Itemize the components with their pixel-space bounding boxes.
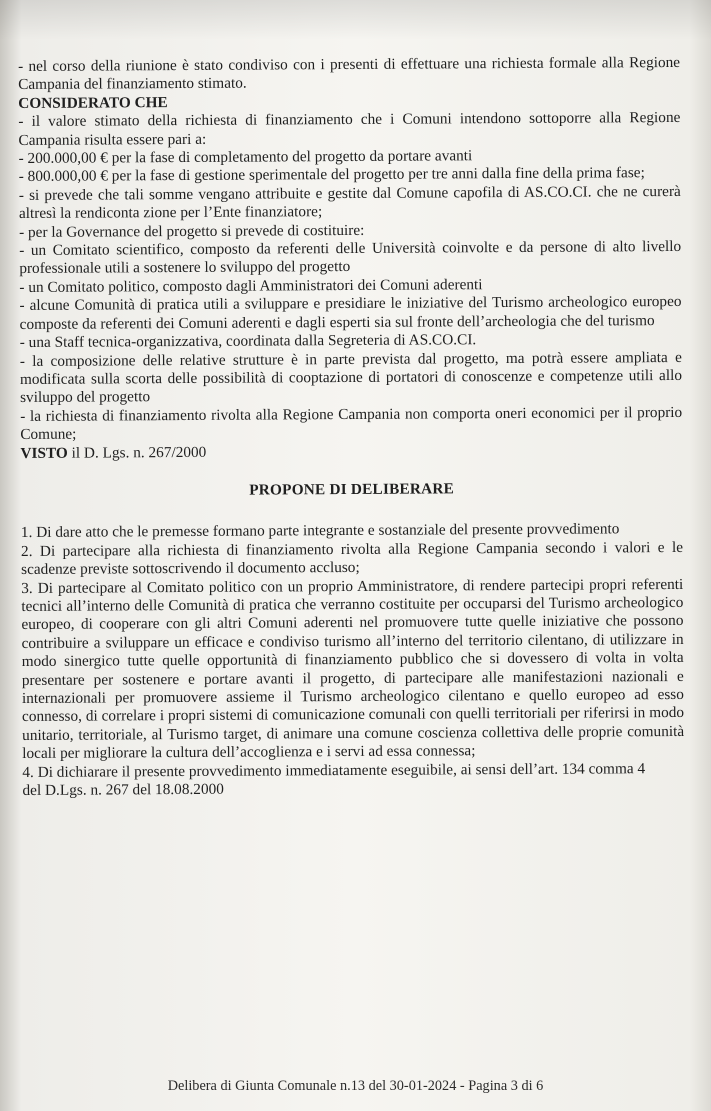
visto-line [20, 440, 682, 462]
considerato-item: - una Staff tecnica-organizzativa, coordinata dalla Segreteria di AS.CO.CI. [19, 331, 477, 352]
visto-reference: il D. Lgs. n. 267/2000 [67, 443, 207, 462]
considerato-item: - un Comitato politico, composto dagli Amministratori dei Comuni aderenti [19, 276, 483, 296]
considerato-item: - si prevede che tali somme vengano attribuite e gestite dal Comune capofila di AS.CO.CI. che ne curerà altresì la rendiconta zione per l’Ente finanziatore; [18, 182, 681, 223]
intro-paragraph: - nel corso della riunione è stato condiviso con i presenti di effettuare una richiesta formale alla Regione Campania del finanziamento stimato. [18, 53, 681, 94]
page-top-shadow [0, 0, 711, 40]
considerato-item: - la composizione delle relative strutture è in parte prevista dal progetto, ma potrà essere ampliata e modificata sulla scorta delle possibilità di cooptazione di portatori di conoscenze e competenze utili allo sviluppo del progetto [19, 348, 683, 407]
considerato-heading: CONSIDERATO CHE [18, 93, 168, 112]
document-body [18, 54, 685, 800]
considerato-item: - 200.000,00 € per la fase di completamento del progetto da portare avanti [18, 147, 473, 168]
considerato-item: - la richiesta di finanziamento rivolta alla Regione Campania non comporta oneri economici per il proprio Comune; [20, 403, 683, 444]
visto-keyword: VISTO [20, 444, 68, 462]
deliberare-item: 3. Di partecipare al Comitato politico con un proprio Amministratore, di rendere partecipi propri referenti tecnici all’interno delle Comunità di pratica che verranno costituite per occuparsi del Turismo archeologico europeo, di cooperare con gli altri Comuni aderenti nel promuovere tutte quelle iniziative che possono contribuire a sviluppare un efficace e condiviso turismo all’interno del territorio cilentano, di utilizzare in modo sinergico tutte quelle opportunità di finanziamento pubblico che si dovessero di volta in volta presentare per sostenere e portare avanti il progetto, di partecipare alle manifestazioni nazionali e internazionali per promuovere assieme il Turismo archeologico cilentano e quello europeo ad esso connesso, di correlare i propri sistemi di comunicazione comunali con quelli territoriali per riferirsi in modo unitario, territoriale, al Turismo target, di animare una comune coscienza collettiva delle proprie comunità locali per migliorare la cultura dell’accoglienza e i servi ad essa connessa; [21, 575, 685, 763]
propone-heading: PROPONE DI DELIBERARE [249, 480, 455, 499]
considerato-item: - 800.000,00 € per la fase di gestione sperimentale del progetto per tre anni dalla fine della prima fase; [18, 164, 645, 186]
page-footer: Delibera di Giunta Comunale n.13 del 30-01-2024 - Pagina 3 di 6 [167, 1078, 544, 1094]
considerato-item: - un Comitato scientifico, composto da referenti delle Università coinvolte e da persone di alto livello professionale utili a sostenere lo sviluppo del progetto [19, 238, 682, 278]
deliberare-item: 2. Di partecipare alla richiesta di finanziamento rivolta alla Regione Campania secondo i valori e le scadenze previste sottoscrivendo il documento accluso; [20, 538, 684, 579]
considerato-item: - alcune Comunità di pratica utili a sviluppare e presidiare le iniziative del Turismo archeologico europeo composte da referenti dei Comuni aderenti e dagli esperti sia sul fronte dell’archeologia che del turismo [19, 293, 682, 333]
deliberare-item: 4. Di dichiarare il presente provvedimento immediatamente eseguibile, ai sensi dell’art. 134 comma 4 [22, 759, 646, 781]
deliberare-item: 1. Di dare atto che le premesse formano parte integrante e sostanziale del presente provvedimento [20, 520, 620, 542]
considerato-item: - per la Governance del progetto si prevede di costituire: [19, 221, 365, 241]
considerato-item: - il valore stimato della richiesta di finanziamento che i Comuni intendono sottoporre alla Regione Campania risulta essere pari a: [18, 109, 681, 149]
deliberare-item: del D.Lgs. n. 267 del 18.08.2000 [22, 780, 224, 800]
